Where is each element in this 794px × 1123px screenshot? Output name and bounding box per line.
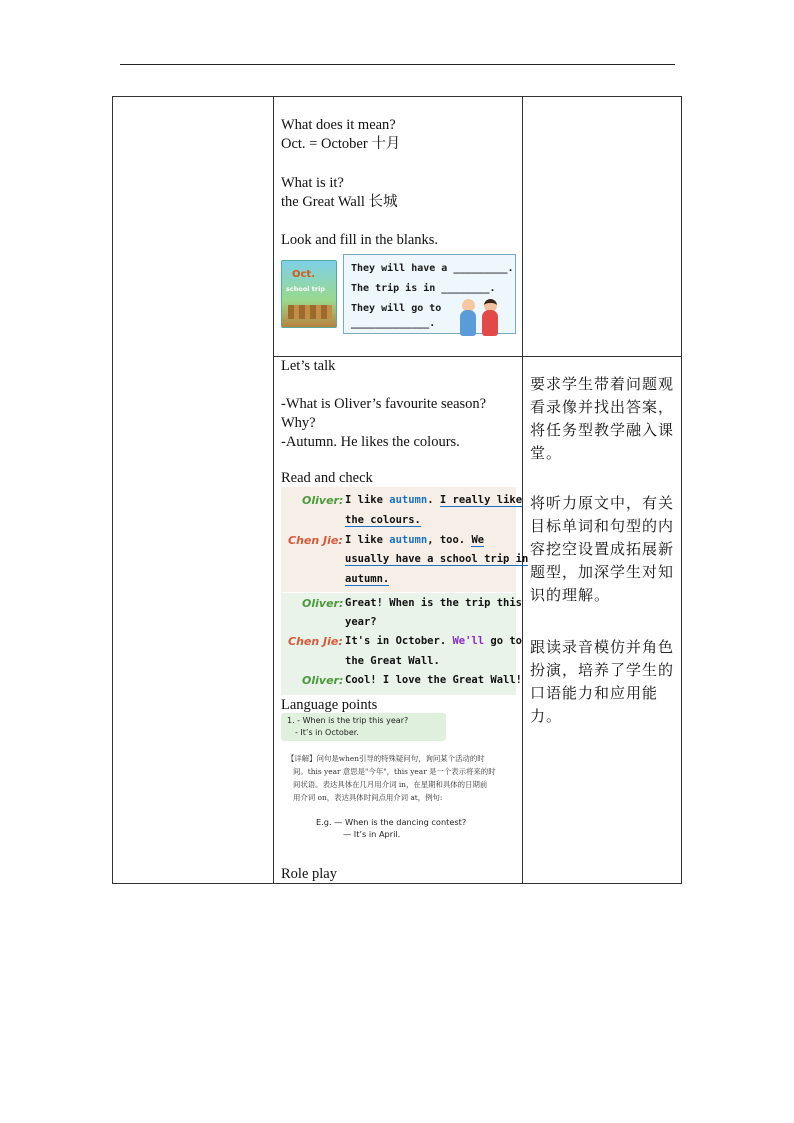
great-wall-icon <box>288 305 332 319</box>
example-sentence: — It’s in April. <box>343 829 401 839</box>
dialogue-line: usually have a school trip in <box>345 553 529 565</box>
fill-blanks-instruction: Look and fill in the blanks. <box>281 232 439 248</box>
question-what-is-it: What is it? <box>281 175 344 191</box>
blank-line-1: They will have a _________. <box>351 263 514 274</box>
blank-line-2: The trip is in ________. <box>351 283 496 294</box>
note-3-line: 力。 <box>530 709 563 725</box>
note-1-line: 要求学生带着问题观 <box>530 377 675 393</box>
example-answer: - It’s in October. <box>295 728 359 737</box>
answer-great-wall: the Great Wall 长城 <box>281 194 398 210</box>
dialogue-line: year? <box>345 616 377 628</box>
talk-answer: -Autumn. He likes the colours. <box>281 434 460 450</box>
table-cell-notes-1 <box>522 96 682 357</box>
header-rule <box>120 64 675 65</box>
question-meaning: What does it mean? <box>281 117 396 133</box>
detail-line: 间。this year 意思是"今年"，this year 是一个表示将来的时 <box>293 767 496 776</box>
speaker-oliver: Oliver: <box>302 674 344 687</box>
note-2-line: 目标单词和句型的内 <box>530 519 675 535</box>
speaker-oliver: Oliver: <box>302 494 344 507</box>
fill-blank-panel <box>343 254 516 334</box>
read-check-heading: Read and check <box>281 470 373 486</box>
language-point-detail <box>283 748 518 848</box>
role-play-heading: Role play <box>281 866 337 882</box>
speaker-chenjie: Chen Jie: <box>288 635 343 648</box>
blank-line-4: _____________. <box>351 318 436 329</box>
talk-question: -What is Oliver’s favourite season? <box>281 396 487 412</box>
lets-talk-heading: Let’s talk <box>281 358 336 374</box>
detail-line: 间状语。表达具体在几月用介词 in，在星期和具体的日期前 <box>293 780 488 789</box>
girl-figure-icon <box>482 310 498 336</box>
table-cell-left <box>112 96 274 884</box>
speaker-oliver: Oliver: <box>302 597 344 610</box>
note-2-line: 题型，加深学生对知 <box>530 565 675 581</box>
detail-line: 【详解】问句是when引导的特殊疑问句，询问某个活动的时 <box>287 754 485 763</box>
note-2-line: 容挖空设置成拓展新 <box>530 542 675 558</box>
note-2-line: 识的理解。 <box>530 588 611 604</box>
book-subtitle: school trip <box>286 285 325 293</box>
oct-book-icon <box>281 260 337 328</box>
note-2-line: 将听力原文中，有关 <box>530 496 675 512</box>
talk-question-cont: Why? <box>281 415 316 431</box>
book-title: Oct. <box>292 269 316 280</box>
dialogue-line: Cool! I love the Great Wall! <box>345 674 523 686</box>
language-point-example <box>281 713 446 741</box>
dialogue-line: Great! When is the trip this <box>345 597 523 609</box>
detail-line: 用介词 on，表达具体时间点用介词 at，例句: <box>293 793 443 802</box>
school-trip-illustration <box>281 254 516 334</box>
dialogue-line: I like autumn, too. We <box>345 534 485 546</box>
language-points-heading: Language points <box>281 697 378 713</box>
dialogue-line: the Great Wall. <box>345 655 440 667</box>
example-sentence: E.g. — When is the dancing contest? <box>316 817 467 827</box>
dialogue-line: autumn. <box>345 573 390 585</box>
blank-line-3: They will go to <box>351 303 442 314</box>
speaker-chenjie: Chen Jie: <box>288 534 343 547</box>
boy-figure-icon <box>460 310 476 336</box>
note-1-line: 堂。 <box>530 446 563 462</box>
note-1-line: 将任务型教学融入课 <box>530 423 675 439</box>
note-3-line: 扮演，培养了学生的 <box>530 663 675 679</box>
note-3-line: 跟读录音模仿并角色 <box>530 640 675 656</box>
note-3-line: 口语能力和应用能 <box>530 686 659 702</box>
dialogue-line: the colours. <box>345 514 421 526</box>
dialogue-line: It's in October. We'll go to <box>345 635 523 647</box>
example-question: 1. - When is the trip this year? <box>287 716 409 725</box>
dialogue-line: I like autumn. I really like <box>345 494 523 506</box>
note-1-line: 看录像并找出答案， <box>530 400 675 416</box>
answer-october: Oct. = October 十月 <box>281 136 401 152</box>
dialogue-illustration <box>281 487 529 695</box>
